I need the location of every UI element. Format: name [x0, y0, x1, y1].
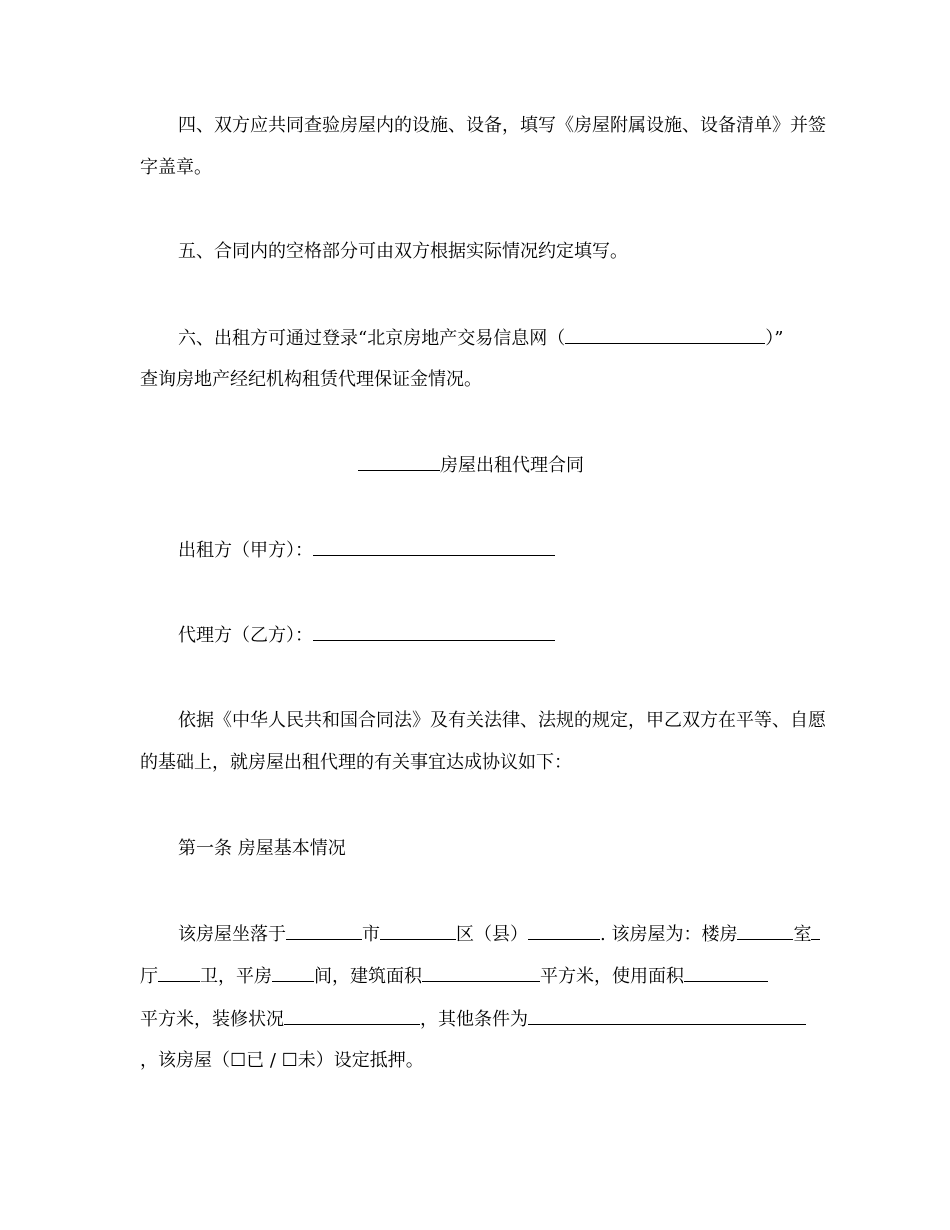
- house-text: 间，建筑面积: [314, 966, 422, 987]
- house-text: 区（县）: [456, 924, 528, 945]
- bungalow-rooms-blank[interactable]: [272, 963, 314, 982]
- house-text: ，其他条件为: [420, 1009, 528, 1030]
- clause-5-line-1: 五、合同内的空格部分可由双方根据实际情况约定填写。: [178, 241, 628, 262]
- clause-4-line-1: 四、双方应共同查验房屋内的设施、设备，填写《房屋附属设施、设备清单》并签: [178, 115, 826, 136]
- lessor-label: 出租方（甲方）：: [178, 540, 313, 561]
- agent-label: 代理方（乙方）：: [178, 625, 313, 646]
- city-blank[interactable]: [286, 921, 362, 940]
- title-text: 房屋出租代理合同: [440, 455, 584, 476]
- building-area-blank[interactable]: [422, 963, 540, 982]
- clause-6-line-2: 查询房地产经纪机构租赁代理保证金情况。: [140, 369, 482, 390]
- clause-6-text-after: ）”: [765, 328, 784, 349]
- house-text: 室: [793, 924, 812, 945]
- basis-line-1: 依据《中华人民共和国合同法》及有关法律、法规的规定，甲乙双方在平等、自愿: [178, 710, 826, 731]
- decoration-blank[interactable]: [284, 1006, 420, 1025]
- district-blank[interactable]: [380, 921, 456, 940]
- clause-4-line-2: 字盖章。: [140, 157, 212, 178]
- house-line-3: [140, 1006, 806, 1033]
- address-blank[interactable]: [528, 921, 600, 940]
- lessor-blank[interactable]: [313, 537, 555, 556]
- agent-blank[interactable]: [313, 622, 555, 641]
- house-line-2: [140, 963, 768, 990]
- website-blank[interactable]: [565, 325, 765, 344]
- house-line-1: [178, 921, 820, 948]
- clause-6-line-1: [178, 325, 783, 352]
- clause-6-text-before: 六、出租方可通过登录“北京房地产交易信息网（: [178, 328, 566, 349]
- house-text: 厅: [140, 966, 158, 987]
- house-text: 平方米，装修状况: [140, 1009, 284, 1030]
- usable-area-blank[interactable]: [684, 963, 768, 982]
- halls-blank[interactable]: [158, 963, 200, 982]
- house-text: 卫，平房: [200, 966, 272, 987]
- lessor-line: [178, 537, 555, 564]
- house-text: 市: [362, 924, 380, 945]
- house-text: 该房屋坐落于: [178, 924, 286, 945]
- other-conditions-blank[interactable]: [528, 1006, 806, 1025]
- house-text: 平方米，使用面积: [540, 966, 684, 987]
- house-text: . 该房屋为：楼房: [600, 924, 738, 945]
- title-blank[interactable]: [358, 452, 440, 471]
- house-line-4: ，该房屋（☐已 / ☐未）设定抵押。: [140, 1050, 424, 1071]
- rooms-blank[interactable]: [737, 921, 793, 940]
- end-blank[interactable]: [811, 921, 820, 940]
- basis-line-2: 的基础上，就房屋出租代理的有关事宜达成协议如下：: [140, 752, 572, 773]
- agent-line: [178, 622, 555, 649]
- contract-title: [358, 452, 584, 479]
- article-1-heading: 第一条 房屋基本情况: [178, 838, 346, 859]
